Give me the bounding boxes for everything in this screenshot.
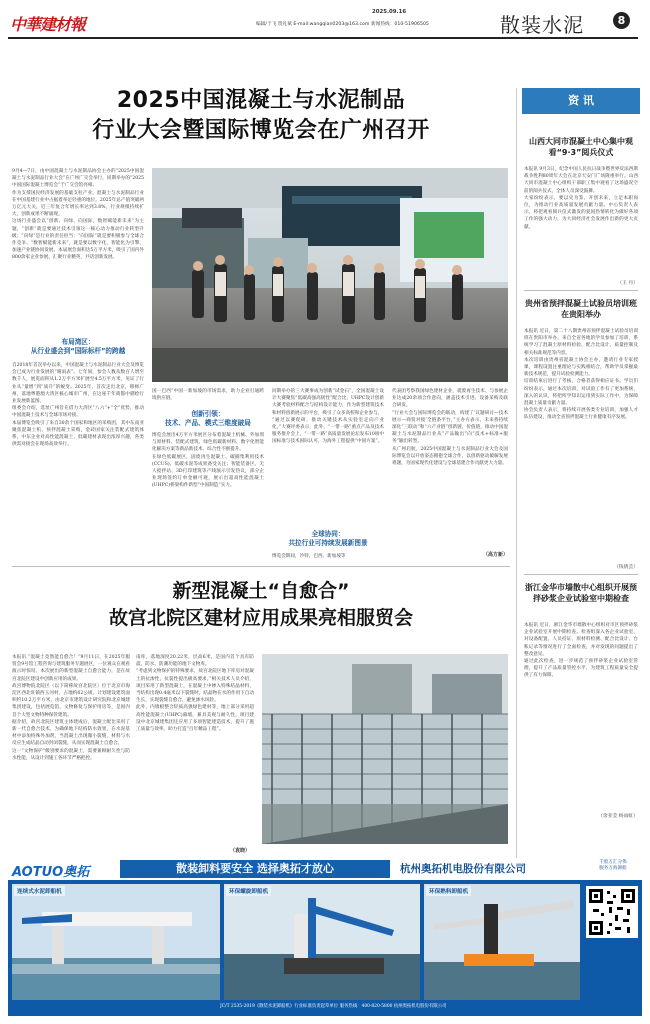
page-number-badge xyxy=(613,12,630,29)
news-1-body: 本报讯 9月3日，纪念中国人民抗日战争暨世界反法西斯战争胜利80周年大会在北京天安门广场隆重举行。山西大同市混凝土中心组织干部职工集中观看了这场盛况空前的阅兵仪式，全体人员深受鼓舞。 大家纷纷表示，要以史为鉴、开创未来，立足本职岗位，为推动行业高质量发展贡献力量。中心负责人表示，将把观看阅兵仪式激发的爱国热情转化为做好各项工作的强大动力，为大同经济社会发展作出新的更大贡献。 xyxy=(524,167,638,230)
news-2-body: 本报讯 近日，第二十八期贵州省预拌混凝土试验员培训班在贵阳市举办。来自全省各地的学员参加了培训，系统学习了混凝土原材料检验、配合比设计、质量控制及相关标准规范等内容。 本次培训由贵州省混凝土协会主办，邀请行业专家授课，课程设置注重理论与实践相结合，帮助学员掌握最新技术规范，提升试验检测能力。 培训结束后进行了考核，合格者获得相应证书。学员们纷纷表示，通过本次培训，对试验工作有了更加系统、深入的认识，将把所学知识运用到实际工作中，为保障混凝土质量贡献力量。 协会负责人表示，将持续开展各类专业培训，加强人才队伍建设，推动全省预拌混凝土行业健康有序发展。 xyxy=(524,329,638,421)
story2-author: （袁晓） xyxy=(230,848,251,854)
ad-panel-clinker-unloader xyxy=(424,884,580,1000)
issue-date: 2025.09.16 xyxy=(372,9,407,15)
lead-subhead-global: 全球协同： 共拉行业可持续发展新图景 xyxy=(288,530,368,547)
story2-headline-line-2: 故宫北院区建材应用成果亮相服贸会 xyxy=(108,607,413,629)
news-3-title: 浙江金华市墙散中心组织开展预拌砂浆企业试验室中期检查 xyxy=(525,583,637,603)
story2-headline xyxy=(12,578,510,632)
story2-col-2-text: 南库，落地深度20.22米，层高6米，是国内首个具有防震、防水、防潮功能的地下文物库。 “考虑到文物保护的特殊要求，故宫北院区地下库房对混凝土的抗渗性、抗裂性提出极高要求。”相关技术人员介绍，项目采用了新型混凝土，在混凝土中掺入特殊结晶材料，当结构出现0.4毫米以下裂缝时，结晶物在水的作用下自动生长，实现裂缝自愈合，避免渗水风险。 此外，内墙板整合轻质高强绿色建材等，地上部分采用超高性能混凝土(UHPC)幕墙，兼具美观与耐久性。项目建设中北京城建集团还应用了多项智能建造技术，提升了施工质量与效率，助力打造“百年精品工程”。 xyxy=(136,655,254,733)
lead-author: （高方新） xyxy=(482,552,508,558)
lead-col-3b-text: 博览会期间，沙特、巴西、新加坡等 xyxy=(272,554,346,559)
ad-label-2: 环保螺旋卸船机 xyxy=(226,886,271,896)
divider-sidebar xyxy=(516,88,517,858)
lead-subhead-bay-area: 布局湾区： 从行业盛会到“国际标杆”的跨越 xyxy=(30,338,126,355)
lead-col-1-text: 9月4—7日，由中国混凝土与水泥制品协会主办的“2025中国混凝土与水泥制品行业大会”在广州广交会举行，同期举办的“2025中国国际混凝土博览会”于广交会馆亮相。 作为支撑国民经济发展的基础支柱产业，混凝土与水泥制品行业在中国基建行业中占据着举足轻重的地位。2025年总产值突破两万亿元大关，近三年复合年增长率达到3.8%，行业规模持续扩大，创新成果不断涌现。 这场行业盛会以“创新、向绿、向国际，数智赋能新未来”为主题，“创新”就是要通过技术引领这一核心动力推动行业转型升级；“向绿”是行业的责任担当；“向国际”就是要积极参与全球合作竞争。“数智赋能新未来”，就是要以数字化、智能化为引擎，加速产业链协同发展。本届展会面积达5万平方米，吸引了国内外800余家企业参展，汇聚行业精英，共话创新发展。 xyxy=(12,169,144,261)
story2-headline-line-1: 新型混凝土“自愈合” xyxy=(172,580,350,602)
news-1-author: （王 丹） xyxy=(617,281,638,286)
ad-slogan-text: 散装卸料要安全 选择奥拓才放心 xyxy=(176,862,334,875)
section-title: 散装水泥 xyxy=(500,13,584,37)
news-3-author: （余亚莹 杨雨虹） xyxy=(598,814,638,819)
news-2-title: 贵州省预拌混凝土试验员培训班在贵阳举办 xyxy=(525,299,637,319)
news-1-title: 山西大同市混凝土中心集中观看“9·3”阅兵仪式 xyxy=(529,137,633,157)
lead-col-3a-text: 同期举办的三大赛事成为创新“试金石”，全国混凝土设计大赛聚焦“低碳高强高韧性”配合比，UHPC设计创新大赛考验材料配合与结构设计能力，作为新型建筑技术和材料创新展示的平台，吸引了众多高校和企业参与。 “通过以赛促研，推动关键技术从实验室走向产业化，”大赛评委表示，此外，“一带一路”重点产品及技术服务推介会上，“一带一路”高质量发展论坛发布10项中国标准与技术国际认可，为海外工程提供“中国方案”。 xyxy=(272,389,384,445)
advertisement xyxy=(8,858,642,1016)
ad-panel-continuous-unloader xyxy=(12,884,220,1000)
ad-panel-screw-unloader xyxy=(224,884,420,1000)
masthead xyxy=(0,0,650,44)
divider-lead-bottom xyxy=(12,566,510,567)
lead-headline-line-1: 2025中国混凝土与水泥制品 xyxy=(116,88,406,113)
divider-news-2 xyxy=(524,574,638,575)
lead-col-1b-text: 自2018年首次举办以来，中国混凝土与水泥制品行业大会及博览会已成为行业发展的“晴雨表”。七年间，参会人数从数百人增至数千人，展览面积从1.2万平方米扩展至4.5万平方米，见证了行业从“量增”到“质升”的蜕变。2025年，首次走出北京，移师广州，落地粤港澳大湾区核心城市广州，在这座千年商都中描绘行业发展新蓝图。 组委会介绍，选址广州旨在借力大湾区“八六”+“全”优势，推动中国混凝土技术与全球市场对接。 本届博览会吸引了来自30余个国家和地区的采购团，其中东南亚聚焦混凝土机、预拌混凝土采购，金砖国家关注装配式建筑体系，中东企业对高性能混凝土、低碳建材表现出浓厚兴趣，各类供需对接会在现场高效举行。 xyxy=(12,363,144,448)
ad-label-3: 环保熟料卸船机 xyxy=(426,886,471,896)
ad-label-1: 连续式水泥卸船机 xyxy=(14,886,65,896)
masthead-rule xyxy=(8,37,638,39)
ad-slogan xyxy=(120,860,390,878)
lead-subhead-innovation: 创新引领： 技术、产品、模式三维度破局 xyxy=(165,410,251,427)
lead-col-2a-text: 国一巴西“中国一新加坡的市场需求，助力企业打通跨境供应链。 xyxy=(152,389,264,402)
ad-company: 杭州奥拓机电股份有限公司 xyxy=(400,863,526,875)
construction-site-photo xyxy=(262,654,508,844)
lead-col-4-text: 代表团考察我国绿色建材企业，就废再生技术、与参展企业达成20余项合作意向，涵盖技术引进、设备采购及联合研发。 “行业大会与国际博览会的联动，构建了‘议题研讨—技术展示—商贸对接’全链条平台，”主办方表示，未来将持续深化“三联动”和“六产业链”创新链、价值链，推动中国混凝土与水泥制品行业从“产品输出”向“技术+标准+服务”输出转型。 从广州启航，2025中国混凝土与水泥制品行业大会及国际博览会以开放姿态拥抱全球合作，以创新驱动破解发展难题，为国家现代化建设与全球基建合作贡献更大力量。 xyxy=(392,389,508,467)
ad-qr-code[interactable] xyxy=(586,886,638,938)
news-3-body: 本报讯 近日，浙江金华市墙散中心组织对市区预拌砂浆企业试验室开展中期检查。检查组深入各企业试验室，对设备配置、人员持证、原材料检测、配合比设计、台账记录等情况进行了全面检查，并对发现的问题提出了整改意见。 通过此次检查，进一步规范了预拌砂浆企业试验室管理，提升了产品质量管控水平，为建筑工程质量安全提供了有力保障。 xyxy=(524,623,638,679)
divider-news-1 xyxy=(524,290,638,291)
lead-headline-line-2: 行业大会暨国际博览会在广州召开 xyxy=(92,118,430,143)
news-2-author: （钱倩芸） xyxy=(614,565,638,570)
expo-hall-photo xyxy=(152,168,508,382)
editor-line: 编辑/于飞 贺礼斌 E-mail:wangqian0203@163.com 新闻热线：010-51906505 xyxy=(256,22,429,27)
sidebar-header xyxy=(522,88,640,114)
story2-col-1-text: 本报讯 “混凝土竟然能自愈合！”9月11日，在2025年服贸会9号馆工程咨询与建筑服务专题展区，一位观众在观看演示时惊叹。本次展出的新型混凝土自愈合能力，是在故宫北院区建设中创新应用的成果。 故宫博物院北院区（以下简称故宫北院区）位于北京市海淀区西北旺镇西玉河村，占地约62公顷，计划建设建筑面积约10.2万平方米，由北京市建筑设计研究院和北京城建集团建设，包括展览馆、文物修复与保护用房等，是国内首个大型文物特种保管建筑。 据介绍，故宫北院区建筑主体建成后，混凝土配比采用了新一代自愈合技术，为确保地下结构防水效果，在水泥基材中添加特殊外加剂，当混凝土出现微小裂缝，材料与水反应生成结晶自动封闭裂缝，从而实现混凝土自愈合。 这一“文物保护”级别要求的混凝土，需要兼顾耐久性与防水性能，从设计到施工各环节严格把控。 xyxy=(12,655,130,761)
sidebar-header-label: 资 讯 xyxy=(568,94,594,107)
lead-col-2b-text: 博览会展出4万平方米展区分布着混凝土机械、外加剂与原材料、装配式建筑、绿色低碳新材料、数字化智能化解决方案等新品新技术，综合性不断提升。 在绿色低碳展区，固废再生混凝土、碳捕集利用技术(CCUS)、低碳水泥等成果备受关注；智能装备区，无人搅拌站、3D打印建筑等产线演示引发热议，部分企业现场签约订单金额可观，展示出超高性能混凝土(UHPC)桥梁构件新型“中国制造”实力。 xyxy=(152,433,264,489)
newspaper-logo: 中華建材報 xyxy=(10,15,86,34)
page-number: 8 xyxy=(617,14,626,27)
ad-qr-caption: 千股万汇分佈 服务万海卸船 xyxy=(599,860,627,871)
ad-logo: AOTUO奥拓 xyxy=(12,865,90,880)
lead-headline xyxy=(12,86,510,146)
ad-footer: JC/T 2535-2019《散装水泥卸船机》行业标准负责起草单位 服务热线：400-820-5800 杭州奥拓机电股份有限公司 xyxy=(220,1004,447,1009)
